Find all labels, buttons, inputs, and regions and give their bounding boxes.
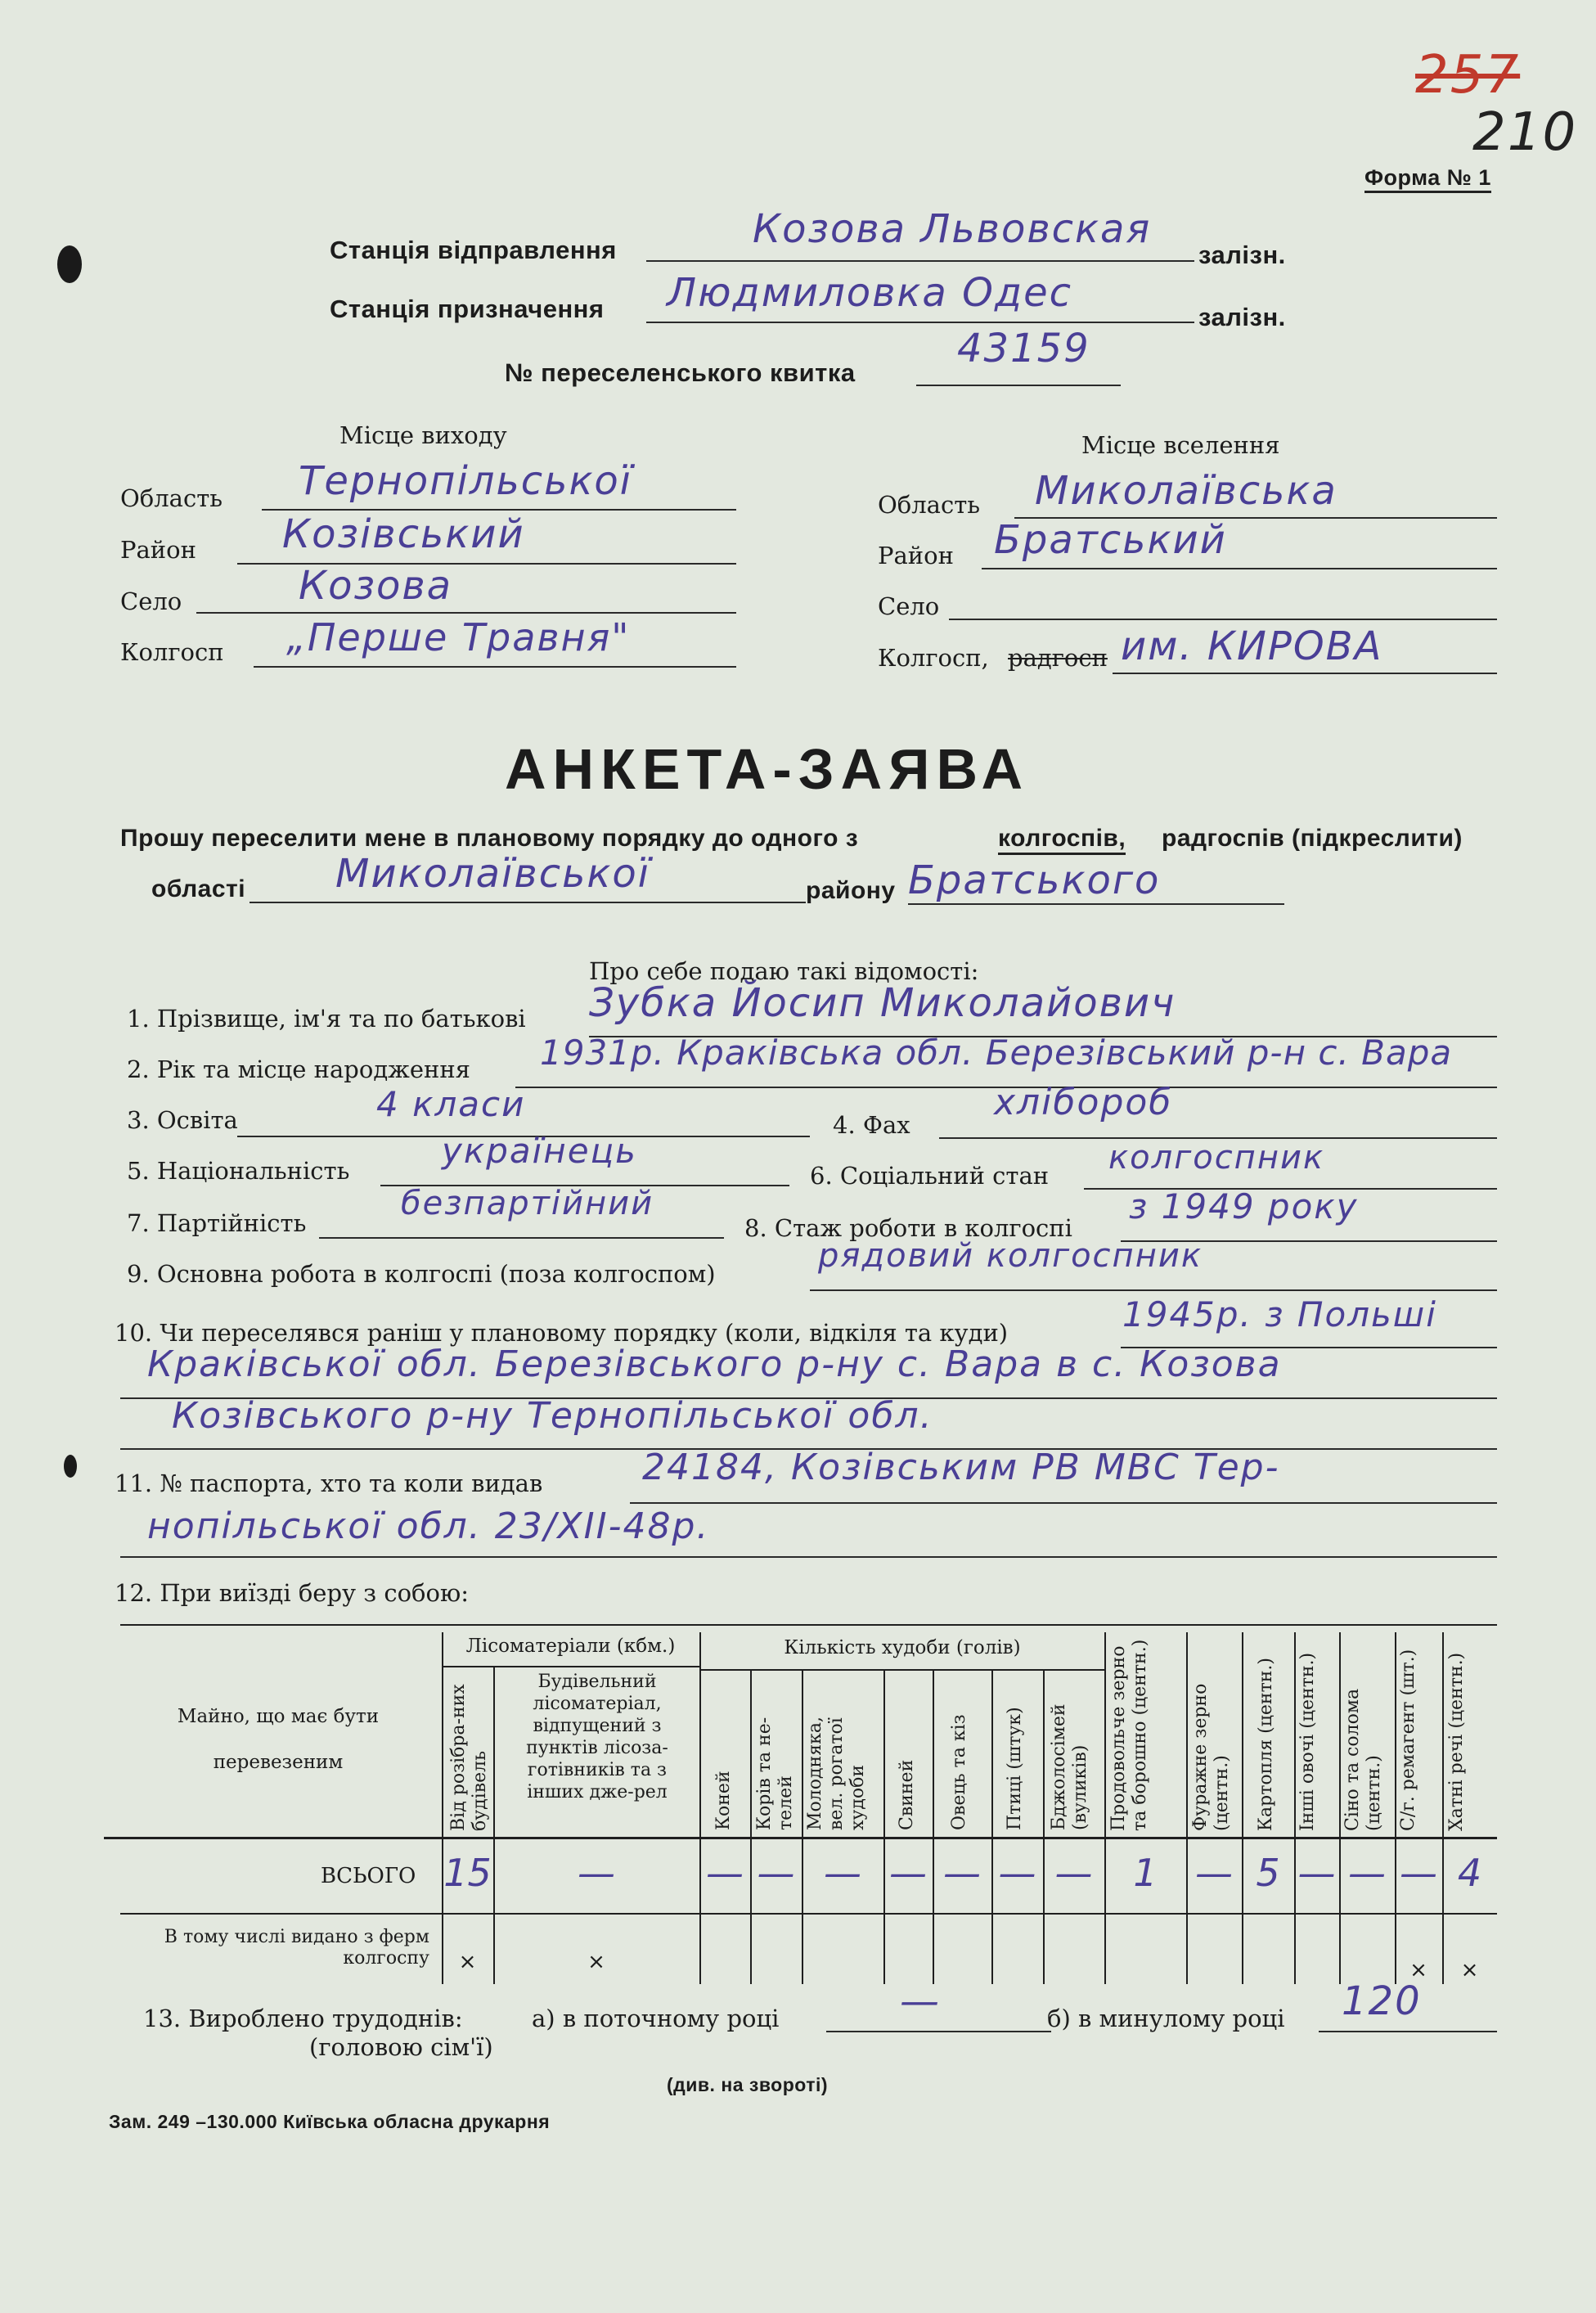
destination-station-label: Станція призначення	[330, 295, 605, 323]
ticket-number-label: № переселенського квитка	[505, 358, 856, 387]
field-11-label: 11. № паспорта, хто та коли видав	[115, 1469, 543, 1497]
col-fodder-header: Фуражне зерно (центн.)	[1190, 1683, 1232, 1831]
field-8-label: 8. Стаж роботи в колгоспі	[744, 1214, 1072, 1242]
settlement-village-label: Село	[878, 592, 940, 620]
settlement-heading: Місце вселення	[1081, 431, 1280, 459]
settlement-raion-value: Братський	[994, 517, 1227, 563]
departure-station-line	[646, 260, 1194, 262]
col-household-header: Хатні речі (центн.)	[1446, 1652, 1467, 1831]
total-cell: —	[1195, 1851, 1233, 1895]
col-potatoes-header: Картопля (центн.)	[1256, 1658, 1276, 1831]
col-building-header: Будівельний лісоматеріал, відпущений з пунктів лісоза-готівників та з інших дже-рел	[526, 1672, 668, 1802]
form-number: Форма № 1	[1364, 165, 1491, 193]
total-cell: —	[706, 1851, 744, 1895]
field-5-value: українець	[442, 1131, 637, 1171]
col-property-header: Майно, що має бути перевезеним	[177, 1706, 380, 1773]
workdays-previous-label: б) в минулому році	[1047, 2005, 1285, 2032]
col-sheep-header: Овець та кіз	[949, 1714, 969, 1830]
field-3-label: 3. Освіта	[127, 1106, 238, 1134]
field-10-label: 10. Чи переселявся раніш у плановому порядку (коли, відкіля та куди)	[115, 1319, 1009, 1347]
col-horses-header: Коней	[713, 1771, 734, 1830]
field-5-label: 5. Національність	[127, 1157, 350, 1185]
origin-kolhosp-line	[254, 666, 736, 668]
field-8-value: з 1949 року	[1129, 1186, 1359, 1226]
col-poultry-header: Птиці (штук)	[1005, 1707, 1025, 1830]
row-farm-label: В тому числі видано з ферм колгоспу	[164, 1927, 429, 1969]
total-cell: —	[998, 1851, 1036, 1895]
field-11-value-1: 24184, Козівським РВ МВС Тер-	[642, 1447, 1280, 1488]
workdays-previous-value: 120	[1342, 1978, 1422, 2024]
total-cell: —	[578, 1851, 615, 1895]
field-1-label: 1. Прізвище, ім'я та по батькові	[127, 1005, 526, 1033]
field-7-value: безпартійний	[401, 1185, 654, 1222]
field-11-value-2: нопільської обл. 23/XII-48р.	[147, 1505, 710, 1547]
origin-village-label: Село	[120, 587, 182, 615]
request-raion-line	[908, 903, 1284, 905]
request-raion-label: району	[806, 877, 896, 904]
workdays-current-label: а) в поточному році	[532, 2005, 780, 2032]
origin-kolhosp-label: Колгосп	[120, 638, 224, 666]
origin-oblast-label: Область	[120, 484, 223, 512]
field-6-label: 6. Соціальний стан	[810, 1162, 1050, 1190]
total-cell: 5	[1256, 1851, 1280, 1895]
field-1-value: Зубка Йосип Миколайович	[589, 980, 1176, 1026]
request-oblast-line	[250, 902, 806, 903]
field-10-value-3: Козівського р-ну Тернопільської обл.	[172, 1395, 933, 1437]
field-2-value: 1931р. Краківська обл. Березівський р-н с. Вара	[540, 1033, 1453, 1073]
total-cell: —	[1348, 1851, 1386, 1895]
farm-cell-mark: ×	[587, 1950, 605, 1974]
origin-kolhosp-value: „Перше Травня"	[286, 615, 631, 659]
punch-hole-top	[57, 245, 82, 283]
group-livestock-header: Кількість худоби (голів)	[784, 1637, 1021, 1658]
destination-station-line	[646, 322, 1194, 323]
farm-cell-mark: ×	[458, 1950, 477, 1974]
departure-station-value: Козова Львовская	[753, 206, 1152, 252]
origin-village-line	[196, 612, 736, 614]
workdays-previous-line	[1319, 2031, 1497, 2032]
settlement-raion-line	[982, 568, 1497, 569]
workdays-label: 13. Вироблено трудоднів:	[143, 2005, 463, 2032]
total-cell: 1	[1133, 1851, 1158, 1895]
col-vegetables-header: Інші овочі (центн.)	[1297, 1652, 1318, 1831]
settlement-oblast-value: Миколаївська	[1035, 468, 1337, 514]
field-11-line-1	[630, 1502, 1497, 1504]
total-cell: —	[824, 1851, 861, 1895]
total-cell: —	[1054, 1851, 1093, 1895]
field-6-value: колгоспник	[1108, 1139, 1325, 1177]
total-cell: —	[1400, 1851, 1437, 1895]
destination-station-value: Людмиловка Одес	[667, 270, 1072, 316]
origin-raion-value: Козівський	[282, 511, 525, 557]
workdays-current-value: —	[900, 1978, 941, 2024]
group-timber-header: Лісоматеріали (кбм.)	[465, 1636, 676, 1657]
col-bees-header: Бджолосімей (вуликів)	[1049, 1703, 1090, 1830]
field-10-value-1: 1945р. з Польші	[1122, 1294, 1437, 1334]
field-9-label: 9. Основна робота в колгоспі (поза колгоспом)	[127, 1260, 716, 1288]
settlement-kolhosp-value: им. КИРОВА	[1121, 623, 1383, 669]
settlement-oblast-label: Область	[878, 491, 981, 519]
request-oblast-value: Миколаївської	[335, 851, 651, 897]
workdays-sub: (головою сім'ї)	[309, 2033, 493, 2061]
total-cell: —	[889, 1851, 927, 1895]
origin-heading: Місце виходу	[339, 421, 507, 449]
departure-station-label: Станція відправлення	[330, 236, 617, 264]
origin-raion-label: Район	[120, 536, 196, 564]
request-text-b: радгоспів (підкреслити)	[1162, 825, 1463, 852]
col-cows-header: Корів та не-телей	[754, 1717, 796, 1830]
request-oblast-label: області	[151, 875, 246, 902]
request-text-underlined: колгоспів,	[998, 825, 1126, 855]
settlement-kolhosp-line	[1113, 673, 1497, 674]
ticket-number-value: 43159	[957, 326, 1090, 371]
workdays-current-line	[826, 2031, 1051, 2032]
request-raion-value: Братського	[908, 857, 1161, 903]
col-hay-header: Сіно та солома (центн.)	[1342, 1688, 1384, 1831]
origin-oblast-value: Тернопільської	[299, 458, 633, 504]
total-cell: —	[757, 1851, 795, 1895]
printer-imprint: Зам. 249 –130.000 Київська обласна друкарня	[109, 2111, 551, 2132]
col-pigs-header: Свиней	[897, 1759, 917, 1830]
field-4-value: хлібороб	[994, 1082, 1173, 1123]
origin-village-value: Козова	[299, 563, 453, 609]
settlement-kolhosp-label: Колгосп,	[878, 644, 989, 672]
document-title: АНКЕТА-ЗАЯВА	[505, 737, 1030, 801]
info-heading: Про себе подаю такі відомості:	[589, 957, 979, 985]
field-3-value: 4 класи	[376, 1084, 526, 1124]
total-cell: 4	[1457, 1851, 1482, 1895]
field-9-value: рядовий колгоспник	[818, 1237, 1203, 1275]
railway-suffix-1: залізн.	[1198, 241, 1286, 269]
col-food-grain-header: Продовольче зерно та борошно (центн.)	[1108, 1639, 1150, 1831]
railway-suffix-2: залізн.	[1198, 303, 1286, 331]
field-4-label: 4. Фах	[833, 1111, 910, 1139]
total-cell: —	[943, 1851, 981, 1895]
request-text-a: Прошу переселити мене в плановому порядку до одного з	[120, 825, 859, 852]
settlement-village-line	[949, 619, 1497, 620]
settlement-raion-label: Район	[878, 542, 954, 569]
origin-oblast-line	[262, 509, 736, 511]
field-11-line-2	[120, 1556, 1497, 1558]
col-young-header: Молодняка, вел. рогатої худоби	[805, 1717, 868, 1830]
field-7-label: 7. Партійність	[127, 1209, 307, 1237]
field-12-label: 12. При виїзді беру з собою:	[115, 1579, 469, 1607]
field-2-label: 2. Рік та місце народження	[127, 1055, 470, 1083]
row-total-label: ВСЬОГО	[321, 1864, 416, 1888]
col-implements-header: С/г. ремагент (шт.)	[1398, 1649, 1418, 1831]
field-9-line	[810, 1289, 1497, 1291]
archive-number-black: 210	[1472, 102, 1578, 163]
archive-number-red: 257	[1415, 45, 1521, 106]
punch-hole-middle	[64, 1455, 77, 1478]
farm-cell-mark: ×	[1409, 1958, 1427, 1982]
ticket-number-line	[916, 385, 1121, 386]
col-dismantled-header: Від розібра-них будівель	[448, 1684, 490, 1831]
settlement-kolhosp-struck: радгосп	[1008, 644, 1108, 672]
total-cell: 15	[443, 1851, 492, 1895]
total-cell: —	[1297, 1851, 1336, 1895]
field-7-line	[319, 1237, 724, 1239]
field-10-value-2: Краківської обл. Березівського р-ну с. Вара в с. Козова	[147, 1343, 1282, 1385]
farm-cell-mark: ×	[1460, 1958, 1479, 1982]
see-reverse-note: (див. на звороті)	[667, 2074, 829, 2095]
